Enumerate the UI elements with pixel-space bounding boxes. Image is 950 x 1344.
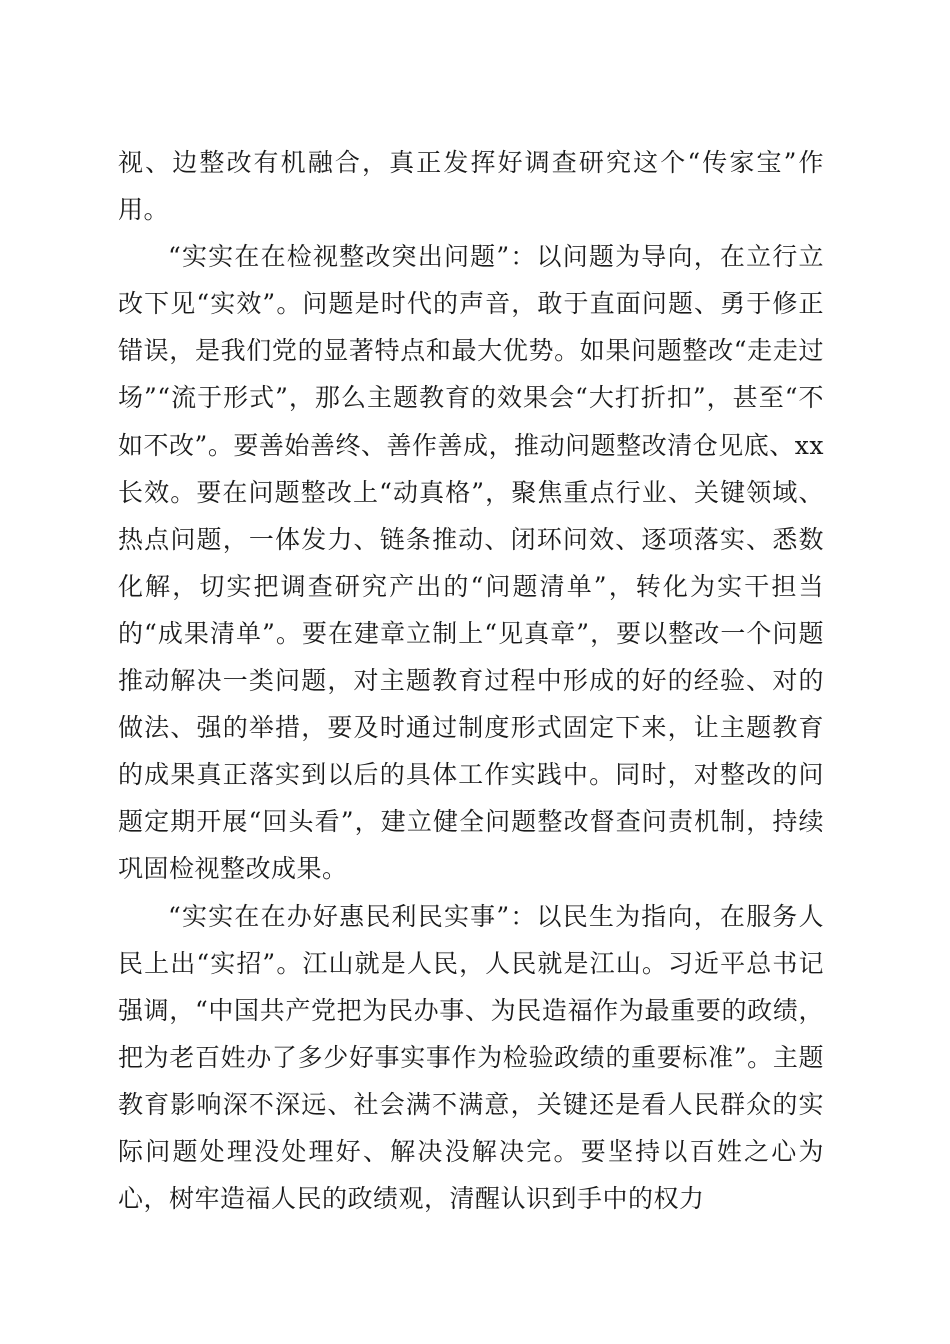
paragraph-rectification: “实实在在检视整改突出问题”：以问题为导向，在立行立改下见“实效”。问题是时代的声音，敢于直面问题、勇于修正错误，是我们党的显著特点和最大优势。如果问题整改“走走过场”“流于形式”，那么主题教育的效果会“大打折扣”，甚至“不如不改”。要善始善终、善作善成，推动问题整改清仓见底、xx长效。要在问题整改上“动真格”，聚焦重点行业、关键领域、热点问题，一体发力、链条推动、闭环问效、逐项落实、悉数化解，切实把调查研究产出的“问题清单”，转化为实干担当的“成果清单”。要在建章立制上“见真章”，要以整改一个问题推动解决一类问题，对主题教育过程中形成的好的经验、对的做法、强的举措，要及时通过制度形式固定下来，让主题教育的成果真正落实到以后的具体工作实践中。同时，对整改的问题定期开展“回头看”，建立健全问题整改督查问责机制，持续巩固检视整改成果。 [118, 242, 824, 884]
body-text [118, 139, 824, 1222]
paragraph-livelihood: “实实在在办好惠民利民实事”：以民生为指向，在服务人民上出“实招”。江山就是人民，人民就是江山。习近平总书记强调，“中国共产党把为民办事、为民造福作为最重要的政绩，把为老百姓办了多少好事实事作为检验政绩的重要标准”。主题教育影响深不深远、社会满不满意，关键还是看人民群众的实际问题处理没处理好、解决没解决完。要坚持以百姓之心为心，树牢造福人民的政绩观，清醒认识到手中的权力 [118, 901, 824, 1214]
paragraph-continuation: 视、边整改有机融合，真正发挥好调查研究这个“传家宝”作用。 [118, 148, 824, 225]
